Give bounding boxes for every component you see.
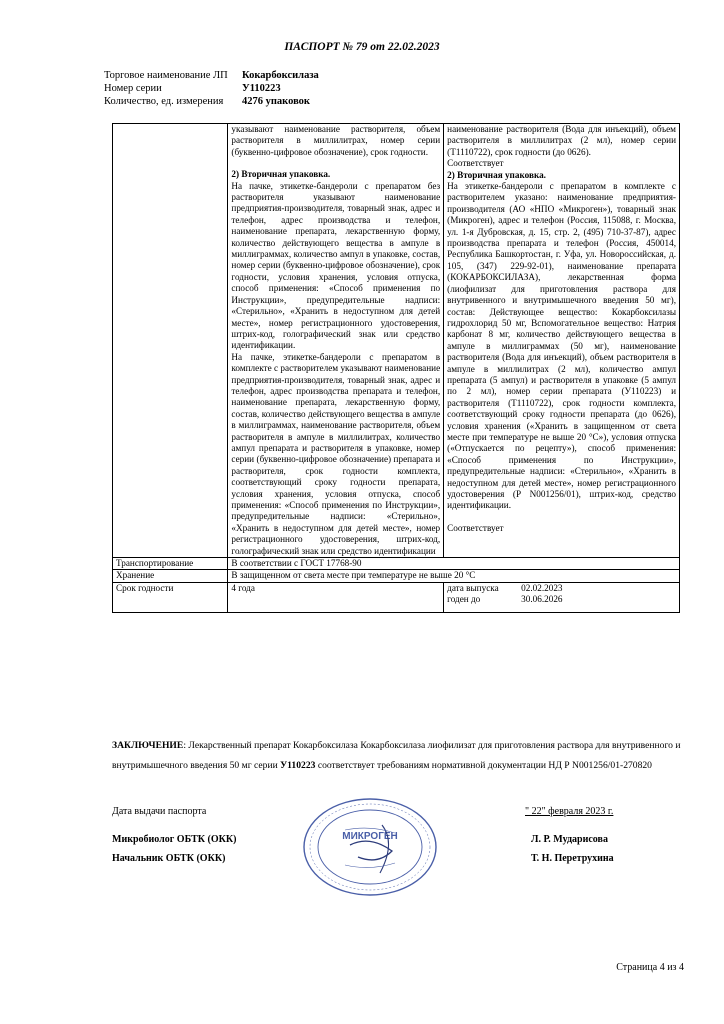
trade-name-value: Кокарбоксилаза: [242, 70, 319, 81]
dates-cell: [444, 582, 680, 612]
trade-name-label: Торговое наименование ЛП: [104, 70, 228, 81]
results-primary-status: Соответствует: [447, 158, 504, 169]
microbiologist-role: Микробиолог ОБТК (ОКК): [112, 834, 237, 845]
transport-label: Транспортирование: [113, 558, 228, 570]
passport-table: [112, 123, 680, 613]
series-row: [104, 83, 281, 94]
conclusion: [112, 736, 684, 776]
requirements-secondary-no-solvent: На пачке, этикетке-бандероли с препаратом без растворителя указывают наименование предприятия-производителя, товарный знак, адрес и телефон, адрес производства и телефон, наименование препарата, лекарственную форму, количество действующего вещества в ампуле в миллиграммах, количество ампул в упаковке, состав, номер серии (буквенно-цифровое обозначение), срок годности, условия хранения, условия отпуска, способ применения: «Способ применения по Инструкции», предупредительные надписи: «Стерильно», «Хранить в недоступном для детей месте», номер регистрационного удостоверения, штрих-код, голографический знак или средство идентификации.: [231, 180, 441, 351]
passport-title: ПАСПОРТ № 79 от 22.02.2023: [284, 41, 440, 53]
conclusion-text-2: соответствует требованиям нормативной документации НД Р N001256/01-270820: [315, 760, 652, 771]
results-primary-tail: наименование растворителя (Вода для инъекций), объем растворителя в миллилитрах (2 мл), номер серии (Т1110722), срок годности (до 0626).: [447, 124, 676, 157]
packaging-row: [113, 124, 680, 558]
results-cell: [444, 124, 680, 558]
quantity-row: [104, 96, 310, 107]
head-role: Начальник ОБТК (ОКК): [112, 853, 226, 864]
release-date-value: 02.02.2023: [521, 582, 563, 593]
page-number: Страница 4 из 4: [616, 962, 684, 973]
release-date-label: дата выпуска: [447, 582, 499, 593]
trade-name-row: [104, 70, 319, 81]
transport-value: В соответствии с ГОСТ 17768-90: [228, 558, 680, 570]
quantity-label: Количество, ед. измерения: [104, 96, 224, 107]
conclusion-label: ЗАКЛЮЧЕНИЕ: [112, 740, 184, 751]
results-secondary-status: Соответствует: [447, 522, 504, 533]
valid-until-value: 30.06.2026: [521, 594, 563, 605]
shelf-life-label: Срок годности: [113, 582, 228, 612]
conclusion-text-1: : Лекарственный препарат Кокарбоксилаза Кокарбоксилаза лиофилизат для приготовления раствора для внутривенного и внутримышечного введения 50 мг серии: [112, 740, 681, 771]
issue-date-value: " 22" февраля 2023 г.: [525, 806, 614, 817]
head-name: Т. Н. Перетрухина: [531, 853, 614, 864]
packaging-label-cell: [113, 124, 228, 558]
requirements-cell: [228, 124, 444, 558]
storage-row: [113, 570, 680, 582]
storage-label: Хранение: [113, 570, 228, 582]
storage-value: В защищенном от света месте при температуре не выше 20 °С: [228, 570, 680, 582]
shelf-life-row: [113, 582, 680, 612]
conclusion-series: У110223: [280, 760, 316, 771]
results-secondary-text: На этикетке-бандероли с препаратом в комплекте с растворителем указано: наименование предприятия-производителя (АО «НПО «Микроген»), товарный знак (Микроген), адрес и телефон (Россия, 115088, г. Москва, ул. 1-я Дубровская, д. 15, стр. 2, (495) 710-37-87), адрес производства препарата и телефон (Россия, 450014, Республика Башкортостан, г. Уфа, ул. Новороссийская, д. 105, (347) 229-92-01), наименование препарата (КОКАРБОКСИЛАЗА), лекарственная форма (лиофилизат для приготовления раствора для внутривенного и внутримышечного введения 50 мг), состав: Действующее вещество: Кокарбоксилазы гидрохлорид 50 мг, Вспомогательное вещество: Натрия карбонат 8 мг, количество действующего вещества в ампуле в миллиграммах (50 мг), наименование растворителя (Вода для инъекций), объем растворителя в ампуле в миллилитрах (2 мл), количество ампул препарата (5 ампул) и растворителя в упаковке (5 ампул по 2 мл), номер серии препарата (У110223) и растворителя (Т1110722), срок годности комплекта, соответствующий сроку годности препарата (до 0626), условия хранения («Хранить в защищенном от света месте при температуре не выше 20 °С»), условия отпуска («Отпускается по рецепту»), способ применения: «Способ применения по Инструкции», предупредительные надписи: «Стерильно», «Хранить в недоступном для детей месте», номер регистрационного удостоверения (Р N001256/01), штрих-код, средство идентификации.: [447, 181, 676, 511]
requirements-secondary-heading: 2) Вторичная упаковка.: [231, 169, 331, 180]
quantity-value: 4276 упаковок: [242, 96, 310, 107]
valid-until-label: годен до: [447, 594, 481, 605]
microbiologist-name: Л. Р. Мударисова: [531, 834, 608, 845]
issue-date-label: Дата выдачи паспорта: [112, 806, 207, 817]
transport-row: [113, 558, 680, 570]
results-secondary-heading: 2) Вторичная упаковка.: [447, 169, 546, 180]
series-label: Номер серии: [104, 83, 162, 94]
requirements-primary-tail: указывают наименование растворителя, объем растворителя в миллилитрах, номер серии (буквенно-цифровое обозначение), срок годности.: [231, 124, 441, 157]
requirements-secondary-with-solvent: На пачке, этикетке-бандероли с препаратом в комплекте с растворителем указывают наименование предприятия-производителя, товарный знак, адрес и телефон, адрес производства препарата и телефон, наименование препарата, лекарственную форму, состав, количество действующего вещества в ампуле в миллиграммах, наименование растворителя, объем растворителя в ампуле в миллилитрах, количество ампул препарата и растворителя в упаковке, номер серии (буквенно-цифровое обозначение) препарата и растворителя, срок годности комплекта, соответствующий сроку годности препарата, условия хранения, условия отпуска, способ применения: «Способ применения по Инструкции», предупредительные надписи: «Стерильно», «Хранить в недоступном для детей месте», номер регистрационного удостоверения, штрих-код, голографический знак или средство идентификации: [231, 351, 441, 556]
shelf-life-value: 4 года: [228, 582, 444, 612]
company-stamp: [300, 795, 440, 900]
stamp-text: МИКРОГЕН: [342, 831, 398, 842]
series-value: У110223: [242, 83, 281, 94]
